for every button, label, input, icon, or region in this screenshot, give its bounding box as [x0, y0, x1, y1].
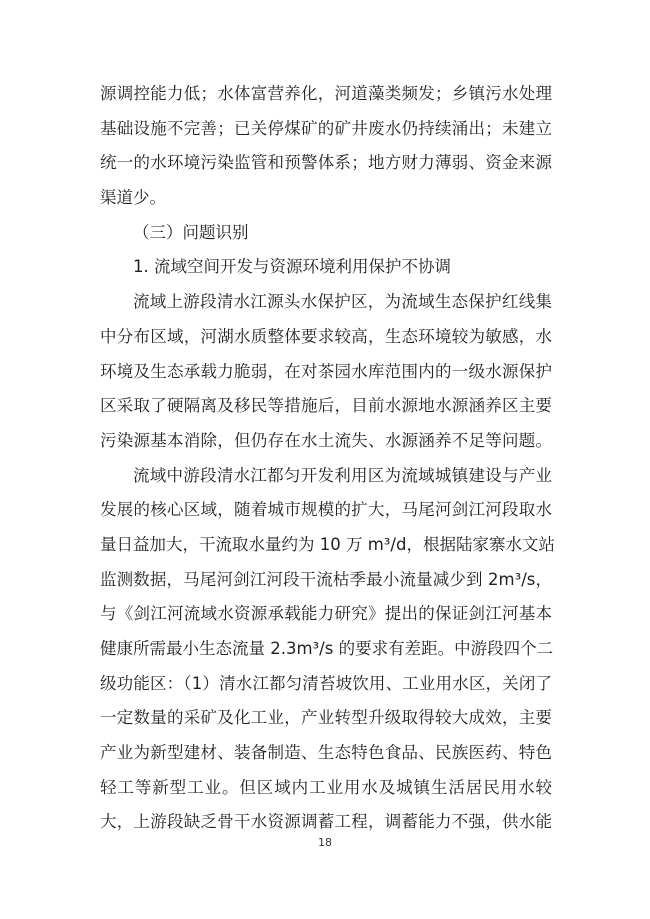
text-line: 源调控能力低；水体富营养化，河道藻类频发；乡镇污水处理 — [100, 84, 552, 103]
text-line: 一定数量的采矿及化工业，产业转型升级取得较大成效，主要 — [100, 708, 552, 728]
text-line: 1. 流域空间开发与资源环境利用保护不协调 — [133, 257, 451, 277]
text-line: 发展的核心区域，随着城市规模的扩大，马尾河剑江河段取水 — [100, 500, 552, 520]
text-line: 基础设施不完善；已关停煤矿的矿井废水仍持续涌出；未建立 — [100, 118, 552, 138]
paragraph — [100, 459, 555, 841]
text-line: 污染源基本消除，但仍存在水土流失、水源涵养不足等问题。 — [100, 430, 552, 450]
text-line: 量日益加大，干流取水量约为 10 万 m³/d，根据陆家寨水文站 — [100, 534, 555, 554]
section-heading — [100, 250, 552, 285]
text-line: 区采取了硬隔离及移民等措施后，目前水源地水源涵养区主要 — [100, 396, 552, 416]
text-line: 级功能区：（1）清水江都匀清苔坡饮用、工业用水区，关闭了 — [100, 673, 552, 693]
page-number: 18 — [318, 836, 332, 849]
text-line: 大，上游段缺乏骨干水资源调蓄工程，调蓄能力不强，供水能 — [100, 812, 552, 832]
text-line: 流域上游段清水江源头水保护区，为流域生态保护红线集 — [133, 292, 552, 312]
paragraph — [100, 77, 552, 216]
text-line: 轻工等新型工业。但区域内工业用水及城镇生活居民用水较 — [100, 777, 552, 797]
text-line: （三）问题识别 — [133, 222, 249, 242]
text-line: 产业为新型建材、装备制造、生态特色食品、民族医药、特色 — [100, 743, 552, 763]
text-line: 与《剑江河流域水资源承载能力研究》提出的保证剑江河基本 — [100, 604, 552, 624]
text-line: 监测数据，马尾河剑江河段干流枯季最小流量减少到 2m³/s， — [100, 569, 552, 589]
text-line: 环境及生态承载力脆弱，在对茶园水库范围内的一级水源保护 — [100, 361, 552, 381]
paragraph — [100, 285, 552, 458]
text-line: 流域中游段清水江都匀开发利用区为流域城镇建设与产业 — [133, 465, 552, 485]
text-line: 统一的水环境污染监管和预警体系；地方财力薄弱、资金来源 — [100, 153, 552, 173]
text-line: 渠道少。 — [100, 188, 166, 208]
section-heading — [100, 216, 552, 251]
text-line: 中分布区域，河湖水质整体要求较高，生态环境较为敏感，水 — [100, 326, 552, 346]
text-line: 健康所需最小生态流量 2.3m³/s 的要求有差距。中游段四个二 — [100, 639, 554, 658]
document-body — [100, 77, 555, 840]
